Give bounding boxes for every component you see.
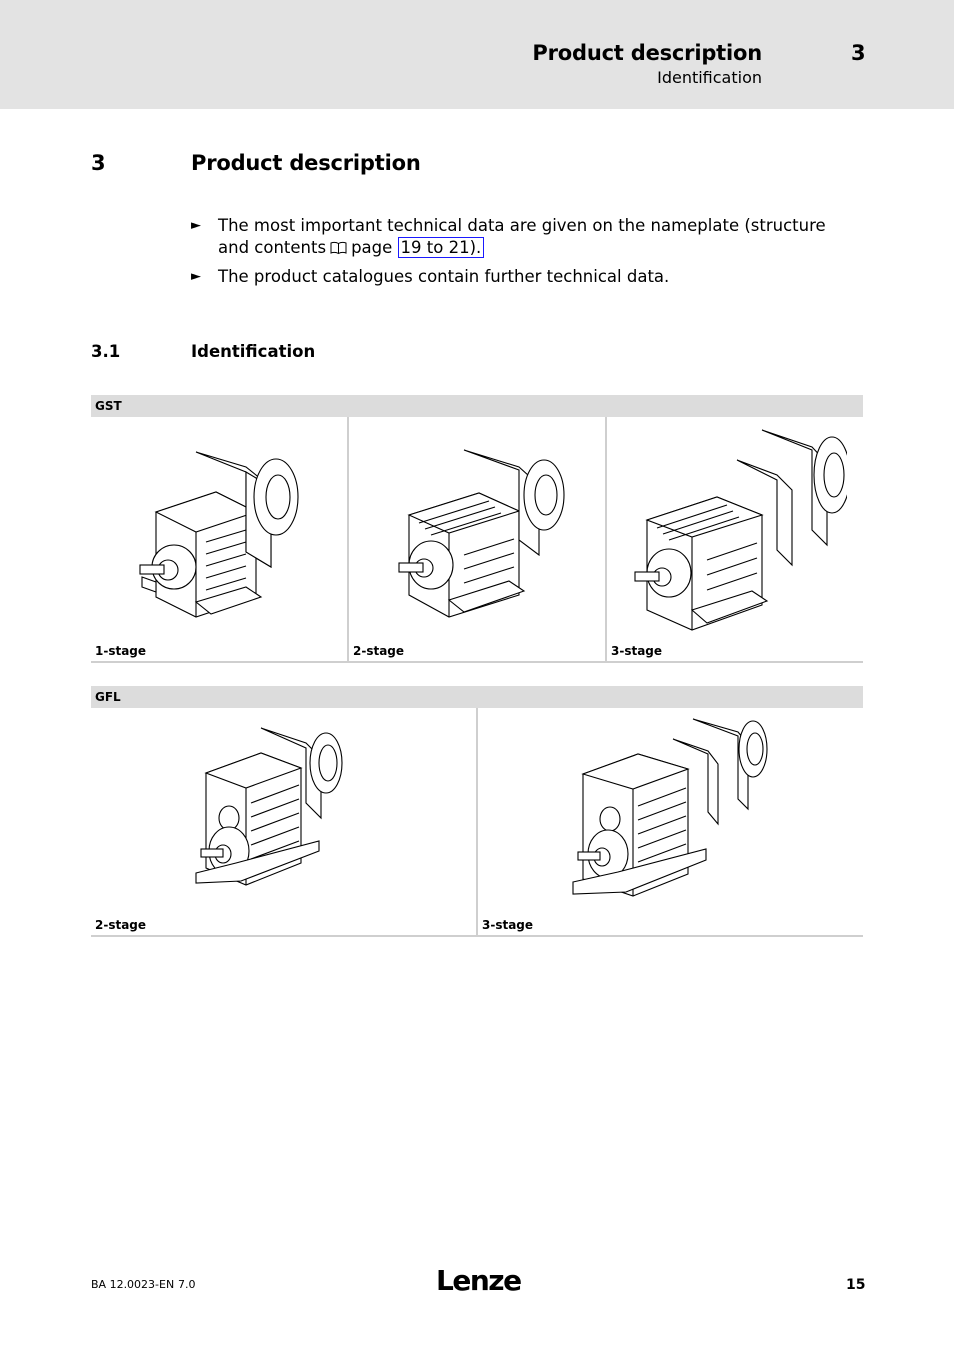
page-header xyxy=(0,0,954,109)
header-title: Product description xyxy=(532,41,762,65)
shaft-mounted-gearbox-2-stage-drawing xyxy=(191,723,361,908)
section-number: 3 xyxy=(91,151,106,175)
page-reference-link[interactable]: 19 to 21). xyxy=(398,237,485,258)
gst-stage-cell xyxy=(607,417,863,661)
subsection-number: 3.1 xyxy=(91,342,121,361)
page-word: page xyxy=(351,237,393,257)
gfl-stage-caption: 2-stage xyxy=(95,918,147,932)
footer-page-number: 15 xyxy=(846,1277,866,1293)
header-subtitle: Identification xyxy=(657,68,762,87)
gfl-table xyxy=(91,686,863,937)
bullet-text: The product catalogues contain further technical data. xyxy=(218,267,670,286)
gearbox-2-stage-drawing xyxy=(389,445,569,620)
gst-stage-caption: 3-stage xyxy=(611,644,663,658)
gfl-stage-caption: 3-stage xyxy=(482,918,534,932)
gst-stage-caption: 1-stage xyxy=(95,644,147,658)
bullet-list xyxy=(191,215,831,296)
shaft-mounted-gearbox-3-stage-drawing xyxy=(568,714,778,914)
gst-stage-cell xyxy=(349,417,607,661)
footer-version: 7.0 xyxy=(178,1278,196,1291)
gfl-table-header: GFL xyxy=(91,686,863,708)
gst-stage-cell xyxy=(91,417,349,661)
footer-doc-number: BA 12.0023-EN xyxy=(91,1278,175,1291)
triangle-right-icon: ► xyxy=(191,218,201,233)
gst-stage-caption: 2-stage xyxy=(353,644,405,658)
triangle-right-icon: ► xyxy=(191,269,201,284)
gfl-stage-cell xyxy=(91,708,478,935)
section-title: Product description xyxy=(191,151,421,175)
gearbox-3-stage-drawing xyxy=(627,425,847,645)
gst-table xyxy=(91,395,863,663)
book-icon xyxy=(330,241,347,255)
bullet-text: The most important technical data are given on the nameplate (structure and contents xyxy=(218,216,826,257)
gearbox-1-stage-drawing xyxy=(136,442,306,622)
bullet-item xyxy=(191,215,831,258)
subsection-title: Identification xyxy=(191,342,316,361)
bullet-item xyxy=(191,266,831,288)
lenze-logo: Lenze xyxy=(436,1264,521,1297)
gfl-stage-cell xyxy=(478,708,863,935)
gst-table-header: GST xyxy=(91,395,863,417)
header-chapter-number: 3 xyxy=(851,41,866,65)
